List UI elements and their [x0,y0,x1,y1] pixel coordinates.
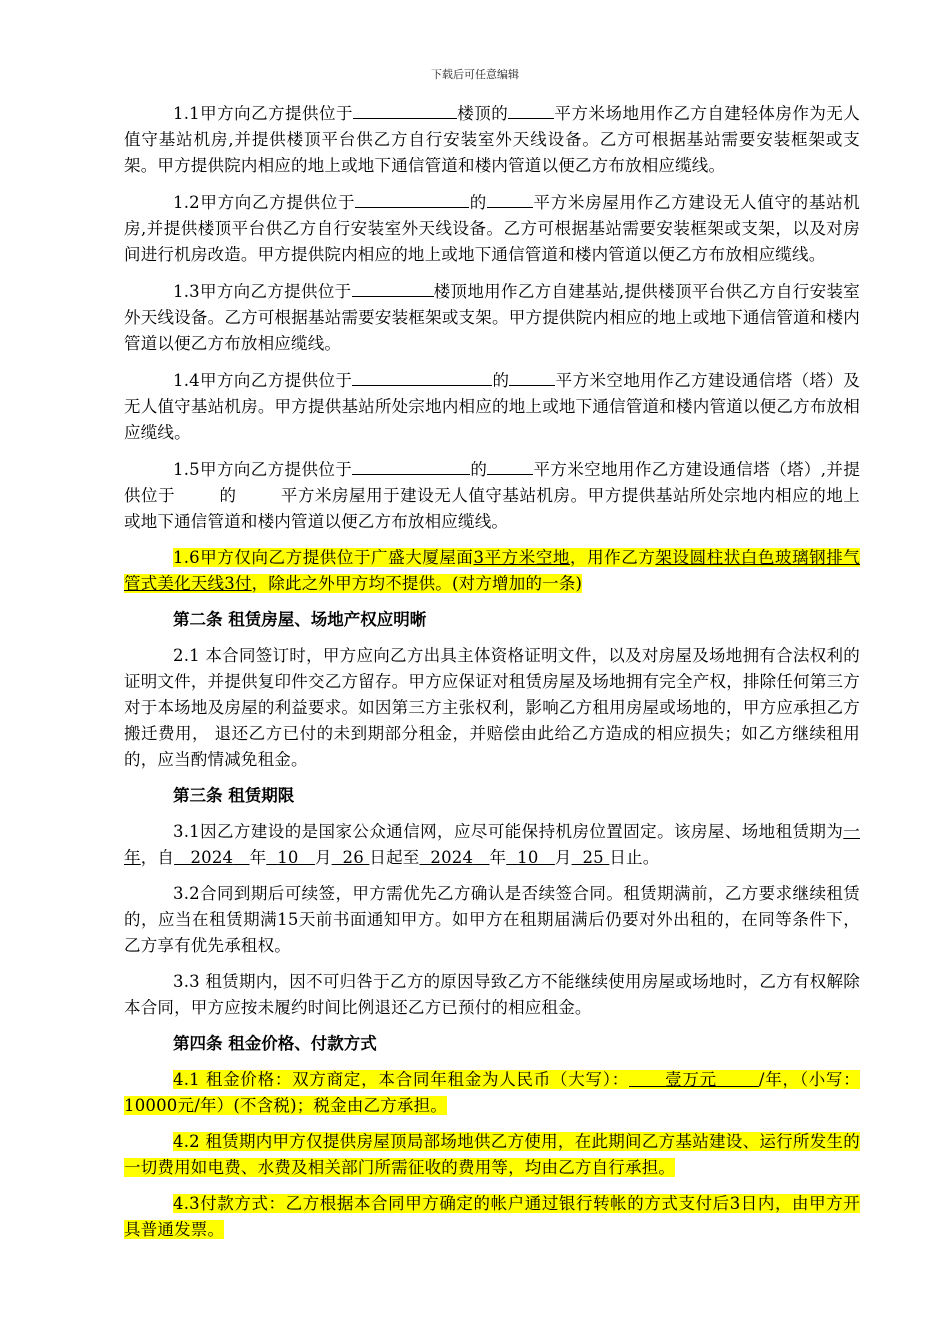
clause-1-6 [124,545,860,597]
clause-text: 1.5甲方向乙方提供位于 [173,460,353,479]
end-year-value: 2024 [430,848,474,867]
clause-text: 1.1甲方向乙方提供位于 [173,104,353,123]
start-day-field [332,848,370,867]
end-month-value: 10 [517,848,539,867]
clause-1-4 [124,367,860,446]
clause-text: 楼顶地用作乙方自建基站,提供楼顶平台供乙方自行安装室外天线设备。乙方可根据基站需要安装框架或支架。甲方提供院内相应的地上或地下通信管道和楼内管道以便乙方布放相应缆线。 [124,282,861,353]
clause-text: 的 [469,193,487,212]
clause-3-2: 3.2合同到期后可续签，甲方需优先乙方确认是否续签合同。租赁期满前，乙方要求继续租赁的，应当在租赁期满15天前书面通知甲方。如甲方在租期届满后仍要对外出租的，在同等条件下，乙方享有优先承租权。 [124,884,860,955]
clause-1-1 [124,100,860,179]
clause-1-2 [124,189,860,268]
clause-1-5 [124,456,860,535]
article-2-heading: 第二条 租赁房屋、场地产权应明晰 [173,610,427,629]
end-day-field [572,848,610,867]
clause-text: 月 [554,848,572,867]
blank-field [352,278,434,297]
clause-4-1 [124,1067,860,1119]
start-year-value: 2024 [190,848,234,867]
clause-text: 3.1因乙方建设的是国家公众通信网，应尽可能保持机房位置固定。该房屋、场地租赁期为 [173,822,844,841]
article-3-heading: 第三条 租赁期限 [173,786,295,805]
clause-text: 年 [249,848,267,867]
clause-text: ，自 [140,848,175,867]
clause-text: 平方米房屋用作乙方建设无人值守的基站机房,并提供楼顶平台供乙方自行安装室外天线设备。乙方可根据基站需要安装框架或支架，以及对房间进行机房改造。甲方提供院内相应的地上或地下通信管道和楼内管道以便乙方布放相应缆线。 [124,193,861,264]
blank-field [508,100,554,119]
term-value: 一年 [124,822,860,867]
clause-text: 的 [219,486,237,505]
clause-4-3 [124,1191,860,1243]
blank-field [353,100,457,119]
end-year-field [420,848,490,867]
clause-text: 日止。 [609,848,660,867]
article-4-heading: 第四条 租金价格、付款方式 [173,1034,377,1053]
clause-1-3 [124,278,860,357]
clause-3-3: 3.3 租赁期内，因不可归咎于乙方的原因导致乙方不能继续使用房屋或场地时，乙方有权解除本合同，甲方应按未履约时间比例退还乙方已预付的相应租金。 [124,972,860,1017]
page-header: 下载后可任意编辑 [431,68,519,81]
blank-field [487,456,533,475]
highlighted-text: /年，（小写：10000元/年）(不含税)；税金由乙方承担。 [124,1070,860,1115]
clause-text: 平方米房屋用于建设无人值守基站机房。甲方提供基站所处宗地内相应的地上或地下通信管道和楼内管道以便乙方布放相应缆线。 [124,486,860,531]
blank-field [509,367,555,386]
start-month-value: 10 [277,848,299,867]
start-day-value: 26 [342,848,364,867]
document-body [124,100,860,1253]
clause-text: 年 [489,848,507,867]
clause-text: 1.2甲方向乙方提供位于 [173,193,356,212]
highlighted-text: ，除此之外甲方均不提供。(对方增加的一条) [251,574,583,593]
clause-text: 平方米场地用作乙方自建轻体房作为无人值守基站机房,并提供楼顶平台供乙方自行安装室外天线设备。乙方可根据基站需要安装框架或支架。甲方提供院内相应的地上或地下通信管道和楼内管道以便乙方布放相应缆线。 [124,104,860,175]
underlined-highlighted-text: 架设圆柱状白色玻璃钢排气管式美化天线3付 [124,548,860,593]
blank-field [352,367,492,386]
clause-text: 平方米空地用作乙方建设通信塔（塔）,并提供位于 [124,460,861,505]
clause-4-2 [124,1129,860,1181]
clause-text: 的 [470,460,488,479]
rent-amount-field [629,1070,759,1089]
blank-field [352,456,470,475]
clause-text: 日起至 [369,848,420,867]
rent-amount-value: 壹万元 [665,1070,717,1089]
clause-text: 1.3甲方向乙方提供位于 [173,282,352,301]
clause-text: 楼顶的 [457,104,509,123]
blank-field [355,189,469,208]
highlighted-text: 4.2 租赁期内甲方仅提供房屋顶局部场地供乙方使用，在此期间乙方基站建设、运行所发生的一切费用如电费、水费及相关部门所需征收的费用等，均由乙方自行承担。 [124,1132,860,1177]
highlighted-text: 4.1 租金价格：双方商定，本合同年租金为人民币（大写）： [173,1070,630,1089]
end-day-value: 25 [582,848,604,867]
clause-3-1 [124,819,860,871]
clause-text: 1.4甲方向乙方提供位于 [173,371,353,390]
end-month-field [506,848,555,867]
clause-text: 的 [492,371,510,390]
start-month-field [266,848,315,867]
clause-text: 月 [314,848,332,867]
highlighted-text: ，用作乙方 [570,548,656,567]
blank-field [487,189,533,208]
clause-2-1: 2.1 本合同签订时，甲方应向乙方出具主体资格证明文件，以及对房屋及场地拥有合法权利的证明文件，并提供复印件交乙方留存。甲方应保证对租赁房屋及场地拥有完全产权，排除任何第三方对于本场地及房屋的利益要求。如因第三方主张权利，影响乙方租用房屋或场地的，甲方应承担乙方搬迁费用， 退还乙方已付的未到期部分租金，并赔偿由此给乙方造成的相应损失；如乙方继续租用的，应当酌情减免租金。 [124,646,860,769]
start-year-field [174,848,249,867]
clause-text: 平方米空地用作乙方建设通信塔（塔）及无人值守基站机房。甲方提供基站所处宗地内相应的地上或地下通信管道和楼内管道以便乙方布放相应缆线。 [124,371,860,442]
underlined-highlighted-text: 3平方米空地 [473,548,570,567]
highlighted-text: 1.6甲方仅向乙方提供位于广盛大厦屋面 [173,548,474,567]
highlighted-text: 4.3付款方式：乙方根据本合同甲方确定的帐户通过银行转帐的方式支付后3日内，由甲方开具普通发票。 [124,1194,860,1239]
